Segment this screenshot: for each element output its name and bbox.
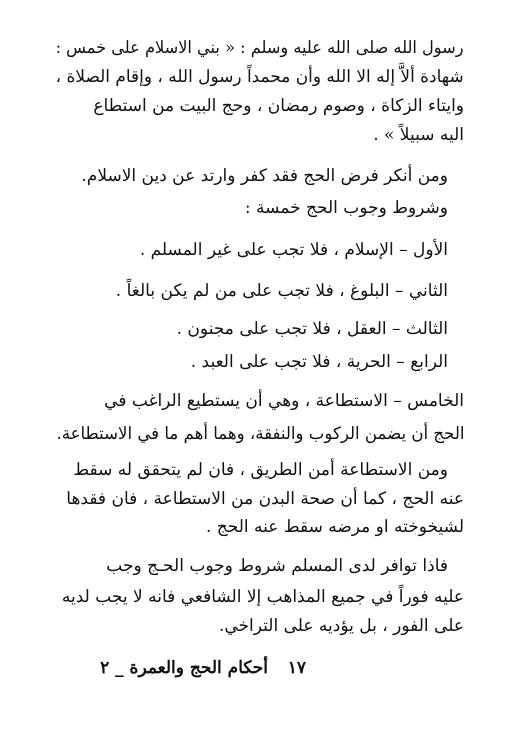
text-line-11: الخامس – الاستطاعة ، وهي أن يستطيع الراغب في [104, 391, 464, 411]
text-line-4: اليه سبيلاً » . [373, 125, 464, 145]
text-line-2: شهادة ألاَّ إله الا الله وأن محمداً رسول الله ، وإقام الصلاة ، [55, 67, 464, 87]
text-line-9: الثالث – العقل ، فلا تجب على مجنون . [176, 319, 448, 339]
text-line-15: لشيخوخته او مرضه سقط عنه الحج . [206, 517, 464, 537]
text-line-5: ومن أنكر فرض الحج فقد كفر وارتد عن دين الاسلام. [81, 166, 448, 186]
text-line-12: الحج أن يضمن الركوب والنفقة، وهما أهم ما في الاستطاعة. [55, 424, 464, 444]
text-line-6: وشروط وجوب الحج خمسة : [244, 198, 448, 218]
text-line-10: الرابع – الحرية ، فلا تجب على العبد . [190, 352, 448, 372]
text-line-13: ومن الاستطاعة أمن الطريق ، فان لم يتحقق له سقط [73, 460, 448, 480]
text-line-7: الأول – الإسلام ، فلا تجب على غير المسلم . [139, 240, 448, 260]
page-number: ١٧ [287, 658, 306, 678]
running-title: أحكام الحج والعمرة _ ٢ [100, 658, 268, 678]
text-line-3: وايتاء الزكاة ، وصوم رمضان ، وحج البيت من استطاع [93, 96, 464, 116]
text-line-16: فاذا توافر لدى المسلم شروط وجوب الحـج وجب [106, 556, 448, 576]
text-line-18: على الفور ، بل يؤديه على التراخي. [218, 616, 464, 636]
text-line-1: رسول الله صلى الله عليه وسلم : « بني الاسلام على خمس : [56, 38, 464, 58]
page-footer [66, 654, 306, 682]
text-line-17: عليه فوراً في جميع المذاهب إلا الشافعي فانه لا يجب لديه [61, 587, 464, 607]
text-line-14: عنه الحج ، كما أن صحة البدن من الاستطاعة ، فان فقدها [66, 489, 464, 509]
text-line-8: الثاني – البلوغ ، فلا تجب على من لم يكن بالغاً . [115, 281, 448, 301]
